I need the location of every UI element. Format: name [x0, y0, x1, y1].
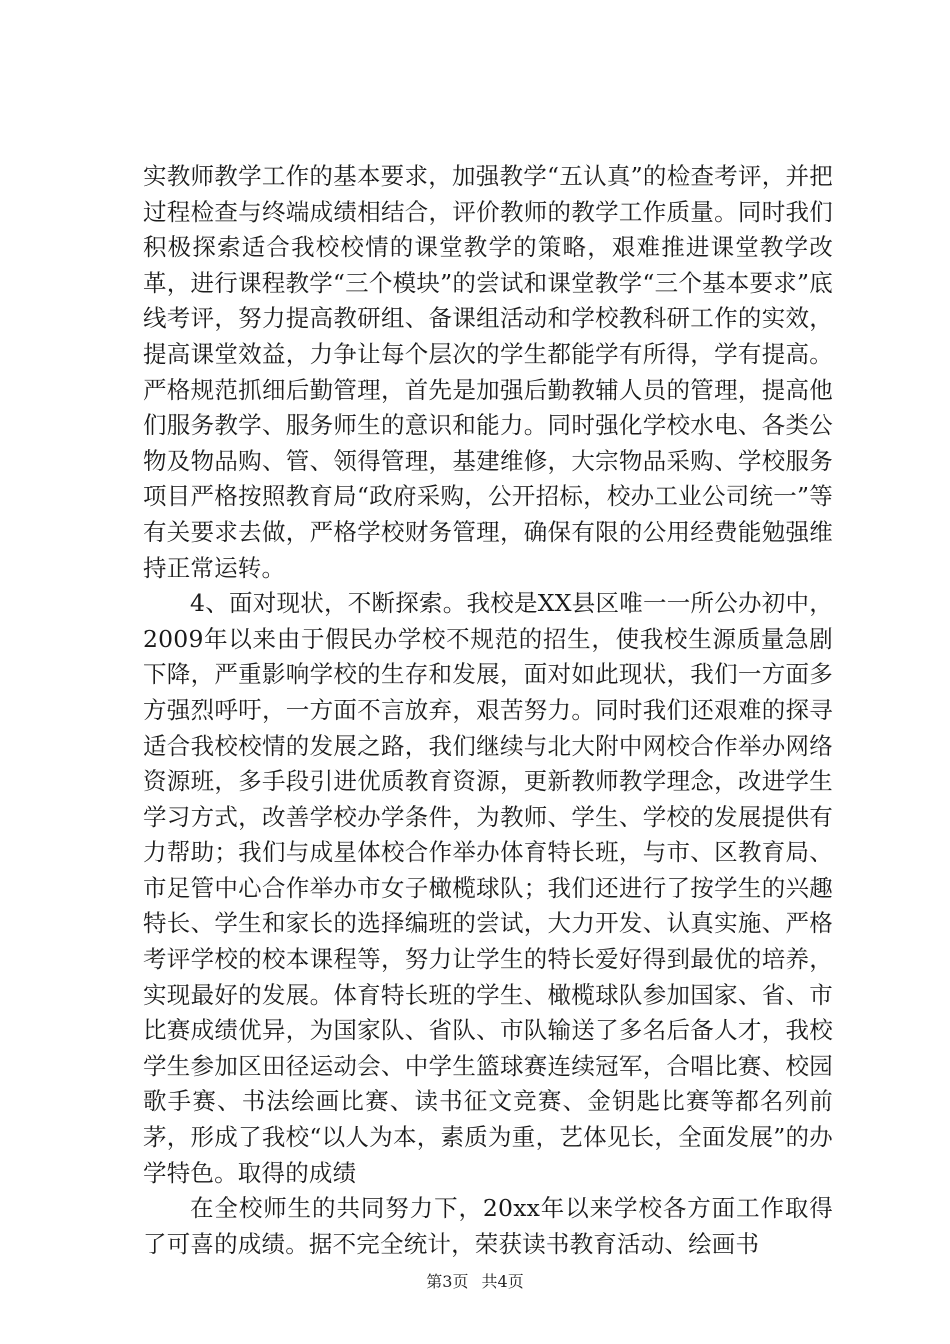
page-number: 第3页	[426, 1272, 469, 1291]
page-footer	[0, 1269, 950, 1292]
page-total: 共4页	[481, 1272, 524, 1291]
paragraph-2: 4、面对现状，不断探索。我校是XX县区唯一一所公办初中，2009年以来由于假民办学校不规范的招生，使我校生源质量急剧下降，严重影响学校的生存和发展，面对如此现状，我们一方面多方强烈呼吁，一方面不言放弃，艰苦努力。同时我们还艰难的探寻适合我校校情的发展之路，我们继续与北大附中网校合作举办网络资源班，多手段引进优质教育资源，更新教师教学理念，改进学生学习方式，改善学校办学条件，为教师、学生、学校的发展提供有力帮助；我们与成星体校合作举办体育特长班，与市、区教育局、市足管中心合作举办市女子橄榄球队；我们还进行了按学生的兴趣特长、学生和家长的选择编班的尝试，大力开发、认真实施、严格考评学校的校本课程等，努力让学生的特长爱好得到最优的培养，实现最好的发展。体育特长班的学生、橄榄球队参加国家、省、市比赛成绩优异，为国家队、省队、市队输送了多名后备人才，我校学生参加区田径运动会、中学生篮球赛连续冠军，合唱比赛、校园歌手赛、书法绘画比赛、读书征文竞赛、金钥匙比赛等都名列前茅，形成了我校“以人为本，素质为重，艺体见长，全面发展”的办学特色。取得的成绩	[143, 589, 833, 1187]
paragraph-3: 在全校师生的共同努力下，20xx年以来学校各方面工作取得了可喜的成绩。据不完全统计，荣获读书教育活动、绘画书	[143, 1194, 833, 1258]
document-body	[143, 159, 833, 1262]
paragraph-1: 实教师教学工作的基本要求，加强教学“五认真”的检查考评，并把过程检查与终端成绩相结合，评价教师的教学工作质量。同时我们积极探索适合我校校情的课堂教学的策略，艰难推进课堂教学改革，进行课程教学“三个模块”的尝试和课堂教学“三个基本要求”底线考评，努力提高教研组、备课组活动和学校教科研工作的实效，提高课堂效益，力争让每个层次的学生都能学有所得，学有提高。严格规范抓细后勤管理，首先是加强后勤教辅人员的管理，提高他们服务教学、服务师生的意识和能力。同时强化学校水电、各类公物及物品购、管、领得管理，基建维修，大宗物品采购、学校服务项目严格按照教育局“政府采购，公开招标，校办工业公司统一”等有关要求去做，严格学校财务管理，确保有限的公用经费能勉强维持正常运转。	[143, 162, 833, 582]
